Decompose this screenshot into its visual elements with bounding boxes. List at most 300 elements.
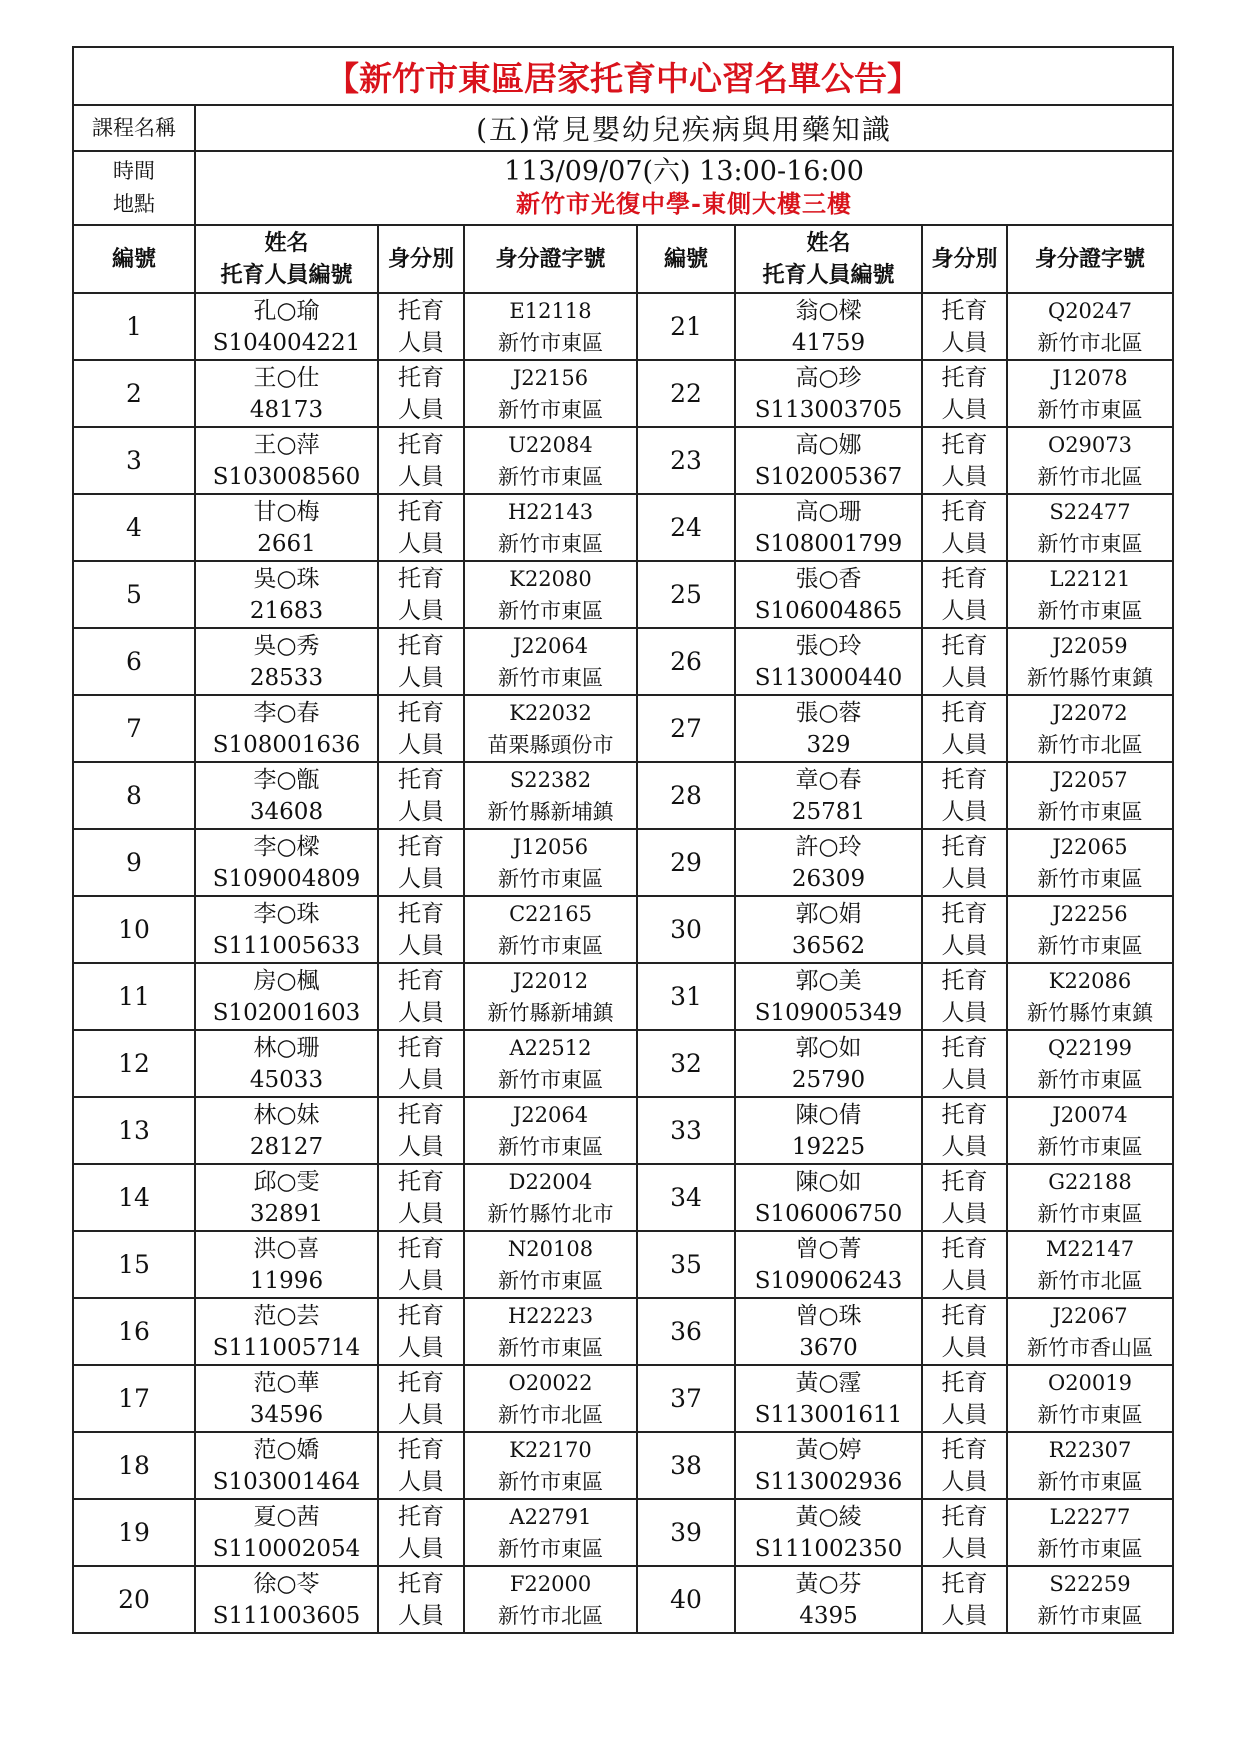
record-name-cell [735,494,922,561]
record-role-line1: 托育 [941,1503,988,1530]
record-caregiver-code: 28127 [249,1133,324,1160]
record-name-cell [735,829,922,896]
record-id-cell [464,1566,637,1633]
record-area: 新竹縣竹東鎮 [1027,665,1153,690]
record-role-line1: 托育 [941,1101,988,1128]
record-number: 4 [73,494,195,561]
page-title: 【新竹市東區居家托育中心習名單公告】 [73,47,1173,105]
record-role-cell [378,963,464,1030]
table-row [73,695,1173,762]
record-caregiver-code: S102001603 [212,999,361,1026]
record-caregiver-code: S106006750 [754,1200,903,1227]
record-number: 22 [637,360,735,427]
record-caregiver-code: 41759 [791,329,866,356]
record-caregiver-code: 329 [806,731,851,758]
record-number: 13 [73,1097,195,1164]
record-id-cell [1007,963,1173,1030]
record-role-line1: 托育 [398,431,444,458]
header-name-line1-2: 姓名 [806,230,851,256]
record-number: 8 [73,762,195,829]
record-role-line2: 人員 [398,1334,444,1361]
record-name: 吳○秀 [253,632,320,659]
record-role-cell [378,762,464,829]
record-name: 林○珊 [253,1034,320,1061]
record-role-line2: 人員 [398,597,444,624]
record-role-line2: 人員 [398,1535,444,1562]
record-id-number: N20108 [507,1236,594,1261]
record-area: 新竹市東區 [498,1335,603,1360]
record-role-line1: 托育 [941,833,988,860]
record-name-cell [195,1298,378,1365]
record-name: 王○仕 [253,364,320,391]
table-row [73,561,1173,628]
record-name: 王○萍 [253,431,320,458]
record-role-line1: 托育 [941,431,988,458]
record-area: 新竹市香山區 [1027,1335,1153,1360]
record-caregiver-code: S111003605 [212,1602,361,1629]
record-number: 17 [73,1365,195,1432]
record-name-cell [735,1030,922,1097]
record-id-number: U22084 [508,432,593,457]
record-id-cell [1007,1030,1173,1097]
record-name: 李○樑 [253,833,320,860]
record-name: 房○楓 [253,967,320,994]
record-name-cell [195,628,378,695]
record-role-cell [378,1365,464,1432]
record-number: 16 [73,1298,195,1365]
record-id-cell [1007,1164,1173,1231]
record-number: 35 [637,1231,735,1298]
record-caregiver-code: 19225 [791,1133,866,1160]
record-caregiver-code: 2661 [257,530,316,557]
record-id-cell [1007,1432,1173,1499]
record-number: 39 [637,1499,735,1566]
record-id-number: G22188 [1048,1169,1132,1194]
record-role-line2: 人員 [398,530,444,557]
record-name-cell [735,293,922,360]
record-role-cell [922,1365,1007,1432]
record-caregiver-code: 48173 [249,396,324,423]
record-name: 吳○珠 [253,565,320,592]
record-role-line2: 人員 [941,1200,988,1227]
record-name-cell [735,1566,922,1633]
record-role-cell [922,1499,1007,1566]
record-role-line2: 人員 [941,463,988,490]
record-role-line1: 托育 [398,632,444,659]
table-row [73,1432,1173,1499]
record-id-cell [464,762,637,829]
record-area: 新竹市東區 [498,330,603,355]
record-id-number: J22067 [1052,1303,1128,1328]
record-role-cell [922,963,1007,1030]
record-name: 夏○茜 [253,1503,320,1530]
table-row [73,293,1173,360]
record-role-line1: 托育 [941,900,988,927]
record-id-number: J22156 [512,365,589,390]
time-place-value [195,151,1173,225]
record-caregiver-code: S111005633 [212,932,361,959]
record-caregiver-code: S110002054 [212,1535,361,1562]
record-role-line2: 人員 [941,865,988,892]
record-number: 40 [637,1566,735,1633]
table-row [73,963,1173,1030]
record-id-number: K22032 [509,700,592,725]
record-role-cell [378,427,464,494]
record-caregiver-code: S104004221 [212,329,361,356]
record-id-cell [464,1365,637,1432]
record-number: 19 [73,1499,195,1566]
record-role-cell [922,762,1007,829]
record-id-number: F22000 [509,1571,592,1596]
record-id-cell [1007,427,1173,494]
record-id-number: K22170 [509,1437,592,1462]
record-caregiver-code: S111005714 [212,1334,361,1361]
record-role-cell [922,896,1007,963]
record-role-line2: 人員 [941,1267,988,1294]
record-id-cell [464,561,637,628]
record-id-cell [1007,1231,1173,1298]
record-area: 新竹市東區 [498,1536,603,1561]
record-area: 新竹市東區 [498,598,603,623]
record-name-cell [195,1097,378,1164]
record-name-cell [195,695,378,762]
record-name-cell [735,360,922,427]
record-role-line2: 人員 [398,865,444,892]
record-role-line1: 托育 [398,565,444,592]
record-number: 37 [637,1365,735,1432]
record-role-cell [378,695,464,762]
record-role-line1: 托育 [941,364,988,391]
record-role-line2: 人員 [398,999,444,1026]
record-caregiver-code: 25781 [791,798,866,825]
record-role-line1: 托育 [398,1101,444,1128]
record-name: 張○蓉 [795,699,862,726]
record-name-cell [735,762,922,829]
record-name: 翁○樑 [795,297,862,324]
record-area: 新竹市東區 [498,933,603,958]
record-area: 新竹市東區 [1037,1469,1143,1494]
record-name: 曾○珠 [795,1302,862,1329]
record-number: 9 [73,829,195,896]
table-row [73,494,1173,561]
record-role-line1: 托育 [941,1168,988,1195]
record-name: 許○玲 [795,833,862,860]
record-area: 新竹市北區 [1037,464,1143,489]
record-name-cell [195,1432,378,1499]
record-caregiver-code: S103008560 [212,463,361,490]
place-label: 地點 [113,192,155,216]
record-area: 新竹縣新埔鎮 [487,799,614,824]
record-id-cell [1007,628,1173,695]
record-id-number: J22057 [1052,767,1128,792]
record-role-line2: 人員 [398,1133,444,1160]
record-name: 曾○菁 [795,1235,862,1262]
record-area: 新竹市東區 [1037,1134,1143,1159]
record-name-cell [195,1030,378,1097]
record-role-line2: 人員 [941,1133,988,1160]
record-number: 15 [73,1231,195,1298]
record-name: 高○珍 [795,364,862,391]
record-area: 新竹市東區 [1037,866,1143,891]
record-role-cell [378,1164,464,1231]
record-role-line2: 人員 [398,664,444,691]
record-caregiver-code: S108001799 [754,530,903,557]
record-role-line2: 人員 [941,1602,988,1629]
record-name: 徐○苓 [253,1570,320,1597]
record-role-line1: 托育 [941,1436,988,1463]
time-label: 時間 [113,159,155,183]
record-id-cell [464,1499,637,1566]
record-area: 新竹市東區 [1037,933,1143,958]
record-role-cell [922,360,1007,427]
record-role-line2: 人員 [941,664,988,691]
record-id-cell [464,1231,637,1298]
record-role-cell [922,561,1007,628]
record-name-cell [195,1566,378,1633]
record-area: 新竹市東區 [498,1469,603,1494]
record-name: 黃○霪 [795,1369,862,1396]
record-id-number: S22259 [1049,1571,1131,1596]
record-name: 孔○瑜 [253,297,320,324]
record-caregiver-code: S103001464 [212,1468,361,1495]
record-id-cell [1007,360,1173,427]
record-name: 李○春 [253,699,320,726]
record-id-cell [1007,494,1173,561]
table-row [73,1231,1173,1298]
record-area: 新竹市東區 [498,1268,603,1293]
record-role-cell [922,829,1007,896]
record-caregiver-code: S113002936 [754,1468,903,1495]
course-time: 113/09/07(六) 13:00-16:00 [504,156,864,187]
record-name: 甘○梅 [253,498,320,525]
record-role-line2: 人員 [398,1602,444,1629]
record-id-number: J22064 [512,1102,589,1127]
record-role-line1: 托育 [941,1034,988,1061]
record-name: 陳○如 [795,1168,862,1195]
record-name-cell [735,695,922,762]
header-id: 身分證字號 [464,225,637,293]
record-area: 新竹市東區 [1037,1402,1143,1427]
record-id-cell [464,829,637,896]
record-name-cell [735,1499,922,1566]
record-caregiver-code: 4395 [799,1602,858,1629]
record-name: 陳○倩 [795,1101,862,1128]
record-caregiver-code: S106004865 [754,597,903,624]
record-name: 張○玲 [795,632,862,659]
record-name-cell [735,1298,922,1365]
record-name-cell [735,628,922,695]
header-id-2: 身分證字號 [1007,225,1173,293]
record-id-number: K22086 [1048,968,1132,993]
record-number: 14 [73,1164,195,1231]
table-row [73,1365,1173,1432]
record-number: 34 [637,1164,735,1231]
record-role-line1: 托育 [398,297,444,324]
course-label: 課程名稱 [73,105,195,151]
record-role-line1: 托育 [398,766,444,793]
record-area: 新竹縣竹北市 [487,1201,614,1226]
record-role-cell [378,1566,464,1633]
record-id-cell [464,1432,637,1499]
record-name: 郭○如 [795,1034,862,1061]
record-role-line1: 托育 [398,1034,444,1061]
record-role-line1: 托育 [941,632,988,659]
record-role-line2: 人員 [398,932,444,959]
record-caregiver-code: S109005349 [754,999,903,1026]
record-role-line2: 人員 [398,731,444,758]
record-role-line2: 人員 [941,396,988,423]
course-place: 新竹市光復中學-東側大樓三樓 [516,189,852,218]
table-row [73,1164,1173,1231]
record-area: 新竹市北區 [1037,330,1143,355]
record-role-cell [378,1097,464,1164]
record-role-line2: 人員 [941,1401,988,1428]
record-caregiver-code: 34596 [249,1401,324,1428]
record-number: 36 [637,1298,735,1365]
record-role-line2: 人員 [398,1468,444,1495]
record-id-number: L22277 [1049,1504,1131,1529]
record-name: 黃○綾 [795,1503,862,1530]
record-role-cell [378,360,464,427]
record-id-cell [464,1030,637,1097]
record-number: 12 [73,1030,195,1097]
record-id-number: L22121 [1049,566,1131,591]
record-role-cell [922,293,1007,360]
record-name: 洪○喜 [253,1235,320,1262]
record-id-number: O29073 [1047,432,1133,457]
table-row [73,427,1173,494]
table-row [73,1030,1173,1097]
record-caregiver-code: S111002350 [754,1535,903,1562]
record-caregiver-code: 28533 [249,664,324,691]
header-name [195,225,378,293]
header-name-line2-2: 托育人員編號 [762,262,895,288]
record-id-cell [464,1164,637,1231]
record-name-cell [195,762,378,829]
record-role-line2: 人員 [941,597,988,624]
record-number: 25 [637,561,735,628]
record-name-cell [195,896,378,963]
record-area: 新竹市東區 [498,531,603,556]
record-id-number: K22080 [509,566,592,591]
record-caregiver-code: S113001611 [754,1401,903,1428]
record-role-line2: 人員 [941,798,988,825]
record-area: 新竹市東區 [1037,397,1143,422]
record-role-line1: 托育 [398,699,444,726]
record-name: 李○珠 [253,900,320,927]
record-id-number: J22072 [1052,700,1128,725]
record-name: 張○香 [795,565,862,592]
record-role-cell [378,829,464,896]
column-header-row [73,225,1173,293]
header-role-2: 身分別 [922,225,1007,293]
record-number: 5 [73,561,195,628]
record-caregiver-code: 45033 [249,1066,324,1093]
record-caregiver-code: 25790 [791,1066,866,1093]
record-role-line2: 人員 [398,463,444,490]
record-role-line2: 人員 [941,731,988,758]
record-caregiver-code: 21683 [249,597,324,624]
record-id-number: Q20247 [1047,298,1133,323]
record-role-line1: 托育 [398,1503,444,1530]
record-role-line1: 托育 [941,565,988,592]
record-id-number: C22165 [509,901,592,926]
record-id-number: J22064 [512,633,589,658]
record-area: 新竹市東區 [498,397,603,422]
record-id-number: A22512 [509,1035,592,1060]
record-role-line1: 托育 [398,1168,444,1195]
header-num-2: 編號 [637,225,735,293]
record-id-number: E12118 [509,298,592,323]
record-name-cell [195,427,378,494]
record-id-number: H22223 [507,1303,594,1328]
record-caregiver-code: 11996 [249,1267,324,1294]
record-id-cell [1007,695,1173,762]
record-name-cell [195,1231,378,1298]
record-name: 李○甑 [253,766,320,793]
record-number: 31 [637,963,735,1030]
record-number: 30 [637,896,735,963]
record-caregiver-code: 34608 [249,798,324,825]
record-id-number: J22012 [512,968,589,993]
record-number: 2 [73,360,195,427]
record-caregiver-code: 26309 [791,865,866,892]
record-id-number: O20019 [1047,1370,1133,1395]
record-role-cell [922,1030,1007,1097]
record-id-cell [1007,762,1173,829]
record-id-number: M22147 [1045,1236,1135,1261]
record-id-cell [1007,829,1173,896]
record-role-line2: 人員 [398,1267,444,1294]
record-role-line1: 托育 [398,1302,444,1329]
record-name: 范○華 [253,1369,320,1396]
header-role: 身分別 [378,225,464,293]
course-name: (五)常見嬰幼兒疾病與用藥知識 [195,105,1173,151]
record-role-cell [378,628,464,695]
record-role-cell [922,1097,1007,1164]
record-role-line2: 人員 [398,1066,444,1093]
record-id-number: J22059 [1052,633,1128,658]
record-id-cell [1007,1365,1173,1432]
record-area: 新竹市北區 [1037,732,1143,757]
record-id-cell [1007,1097,1173,1164]
record-caregiver-code: 32891 [249,1200,324,1227]
record-area: 苗栗縣頭份市 [487,732,614,757]
record-role-line2: 人員 [398,329,444,356]
record-area: 新竹市東區 [498,866,603,891]
record-area: 新竹市北區 [498,1603,603,1628]
record-area: 新竹縣新埔鎮 [487,1000,614,1025]
record-area: 新竹市東區 [498,665,603,690]
record-area: 新竹市東區 [1037,531,1143,556]
table-row [73,1566,1173,1633]
record-id-number: J12056 [512,834,589,859]
record-caregiver-code: S109006243 [754,1267,903,1294]
record-role-cell [922,427,1007,494]
record-role-line1: 托育 [398,498,444,525]
record-role-line2: 人員 [941,329,988,356]
record-role-line2: 人員 [941,530,988,557]
record-role-line2: 人員 [941,999,988,1026]
record-role-line2: 人員 [941,1066,988,1093]
record-role-line2: 人員 [398,396,444,423]
record-id-cell [1007,1499,1173,1566]
record-area: 新竹縣竹東鎮 [1027,1000,1153,1025]
record-number: 7 [73,695,195,762]
record-id-number: R22307 [1048,1437,1132,1462]
record-role-cell [378,1499,464,1566]
record-id-cell [464,1298,637,1365]
